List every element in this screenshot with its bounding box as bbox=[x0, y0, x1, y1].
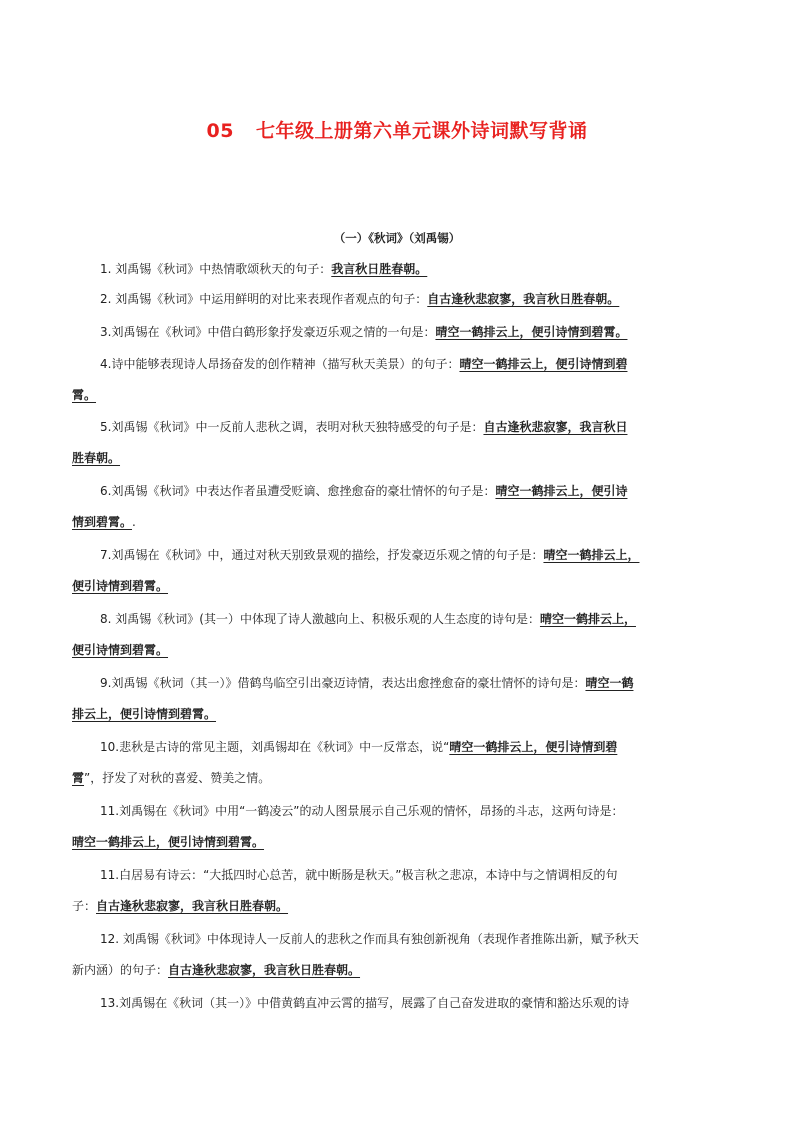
question-line bbox=[72, 349, 732, 380]
question-item bbox=[72, 924, 732, 986]
question-text: 子： bbox=[72, 899, 97, 913]
question-line bbox=[72, 924, 732, 955]
question-text: 5.刘禹锡《秋词》中一反前人悲秋之调，表明对秋天独特感受的句子是： bbox=[100, 420, 484, 434]
question-line bbox=[72, 891, 732, 922]
answer-text: 晴空一鹤排云上，便引诗情到碧 bbox=[449, 740, 618, 754]
question-line bbox=[72, 476, 732, 507]
answer-text: 排云上，便引诗情到碧霄。 bbox=[72, 707, 217, 721]
question-item bbox=[72, 540, 732, 602]
question-text: 10.悲秋是古诗的常见主题，刘禹锡却在《秋词》中一反常态，说“ bbox=[100, 740, 450, 754]
answer-text: 自古逢秋悲寂寥，我言秋日胜春朝。 bbox=[168, 963, 361, 977]
answer-text: 自古逢秋悲寂寥，我言秋日 bbox=[483, 420, 628, 434]
question-line bbox=[72, 796, 732, 827]
title-text: 七年级上册第六单元课外诗词默写背诵 bbox=[255, 120, 588, 142]
question-line bbox=[72, 988, 732, 1019]
question-line bbox=[72, 635, 732, 666]
answer-text: 自古逢秋悲寂寥，我言秋日胜春朝。 bbox=[427, 292, 620, 306]
question-text: 3.刘禹锡在《秋词》中借白鹤形象抒发豪迈乐观之情的一句是： bbox=[100, 325, 436, 339]
question-line bbox=[72, 668, 732, 699]
question-item bbox=[72, 254, 732, 285]
question-line bbox=[72, 699, 732, 730]
answer-text: 自古逢秋悲寂寥，我言秋日胜春朝。 bbox=[96, 899, 289, 913]
answer-text: 便引诗情到碧霄。 bbox=[72, 643, 169, 657]
title-number: 05 bbox=[206, 120, 234, 142]
question-line bbox=[72, 732, 732, 763]
question-line bbox=[72, 571, 732, 602]
question-text: 9.刘禹锡《秋词（其一）》借鹤鸟临空引出豪迈诗情，表达出愈挫愈奋的豪壮情怀的诗句是： bbox=[100, 676, 586, 690]
question-line bbox=[72, 443, 732, 474]
answer-text: 晴空一鹤排云上， bbox=[539, 612, 636, 626]
question-line bbox=[72, 507, 732, 538]
question-item bbox=[72, 796, 732, 858]
question-text: ”，抒发了对秋的喜爱、赞美之情。 bbox=[84, 771, 271, 785]
question-text: 2. 刘禹锡《秋词》中运用鲜明的对比来表现作者观点的句子： bbox=[100, 292, 428, 306]
question-line bbox=[72, 540, 732, 571]
question-item bbox=[72, 988, 732, 1019]
answer-text: 晴空一鹤 bbox=[585, 676, 634, 690]
answer-text: 情到碧霄。 bbox=[72, 515, 133, 529]
answer-text: 霄。 bbox=[72, 388, 97, 402]
question-line bbox=[72, 860, 732, 891]
page-title bbox=[0, 116, 794, 143]
answer-text: 晴空一鹤排云上，便引诗情到碧霄。 bbox=[72, 835, 265, 849]
question-text: 12. 刘禹锡《秋词》中体现诗人一反前人的悲秋之作而具有独创新视角（表现作者推陈出新，赋予秋天 bbox=[100, 932, 639, 946]
question-item bbox=[72, 412, 732, 474]
section-heading: （一）《秋词》（刘禹锡） bbox=[333, 231, 461, 245]
question-item bbox=[72, 732, 732, 794]
question-line bbox=[72, 254, 732, 285]
question-item bbox=[72, 860, 732, 922]
question-text: 11.白居易有诗云：“大抵四时心总苦，就中断肠是秋天。”极言秋之悲凉，本诗中与之情调相反的句 bbox=[100, 868, 618, 882]
question-item bbox=[72, 476, 732, 538]
question-item bbox=[72, 668, 732, 730]
question-line bbox=[72, 955, 732, 986]
question-item bbox=[72, 604, 732, 666]
question-item bbox=[72, 349, 732, 411]
answer-text: 晴空一鹤排云上， bbox=[543, 548, 640, 562]
question-text: 13.刘禹锡在《秋词（其一）》中借黄鹤直冲云霄的描写，展露了自己奋发进取的豪情和豁达乐观的诗 bbox=[100, 996, 630, 1010]
question-line bbox=[72, 284, 732, 315]
question-text: 11.刘禹锡在《秋词》中用“一鹤凌云”的动人图景展示自己乐观的情怀，昂扬的斗志，这两句诗是： bbox=[100, 804, 624, 818]
question-line bbox=[72, 827, 732, 858]
question-line bbox=[72, 763, 732, 794]
question-text: 1. 刘禹锡《秋词》中热情歌颂秋天的句子： bbox=[100, 262, 332, 276]
answer-text: 我言秋日胜春朝。 bbox=[331, 262, 428, 276]
question-text: . bbox=[132, 515, 136, 529]
question-text: 4.诗中能够表现诗人昂扬奋发的创作精神（描写秋天美景）的句子： bbox=[100, 357, 460, 371]
question-item bbox=[72, 284, 732, 315]
question-text: 7.刘禹锡在《秋词》中，通过对秋天别致景观的描绘，抒发豪迈乐观之情的句子是： bbox=[100, 548, 544, 562]
question-line bbox=[72, 604, 732, 635]
question-line bbox=[72, 412, 732, 443]
question-item bbox=[72, 317, 732, 348]
question-line bbox=[72, 380, 732, 411]
question-text: 6.刘禹锡《秋词》中表达作者虽遭受贬谪、愈挫愈奋的豪壮情怀的句子是： bbox=[100, 484, 496, 498]
answer-text: 便引诗情到碧霄。 bbox=[72, 579, 169, 593]
answer-text: 胜春朝。 bbox=[72, 451, 121, 465]
question-line bbox=[72, 317, 732, 348]
answer-text: 霄 bbox=[72, 771, 85, 785]
answer-text: 晴空一鹤排云上，便引诗 bbox=[495, 484, 628, 498]
answer-text: 晴空一鹤排云上，便引诗情到碧霄。 bbox=[435, 325, 628, 339]
question-text: 新内涵）的句子： bbox=[72, 963, 169, 977]
question-text: 8. 刘禹锡《秋词》(其一）中体现了诗人激越向上、积极乐观的人生态度的诗句是： bbox=[100, 612, 540, 626]
answer-text: 晴空一鹤排云上，便引诗情到碧 bbox=[459, 357, 628, 371]
